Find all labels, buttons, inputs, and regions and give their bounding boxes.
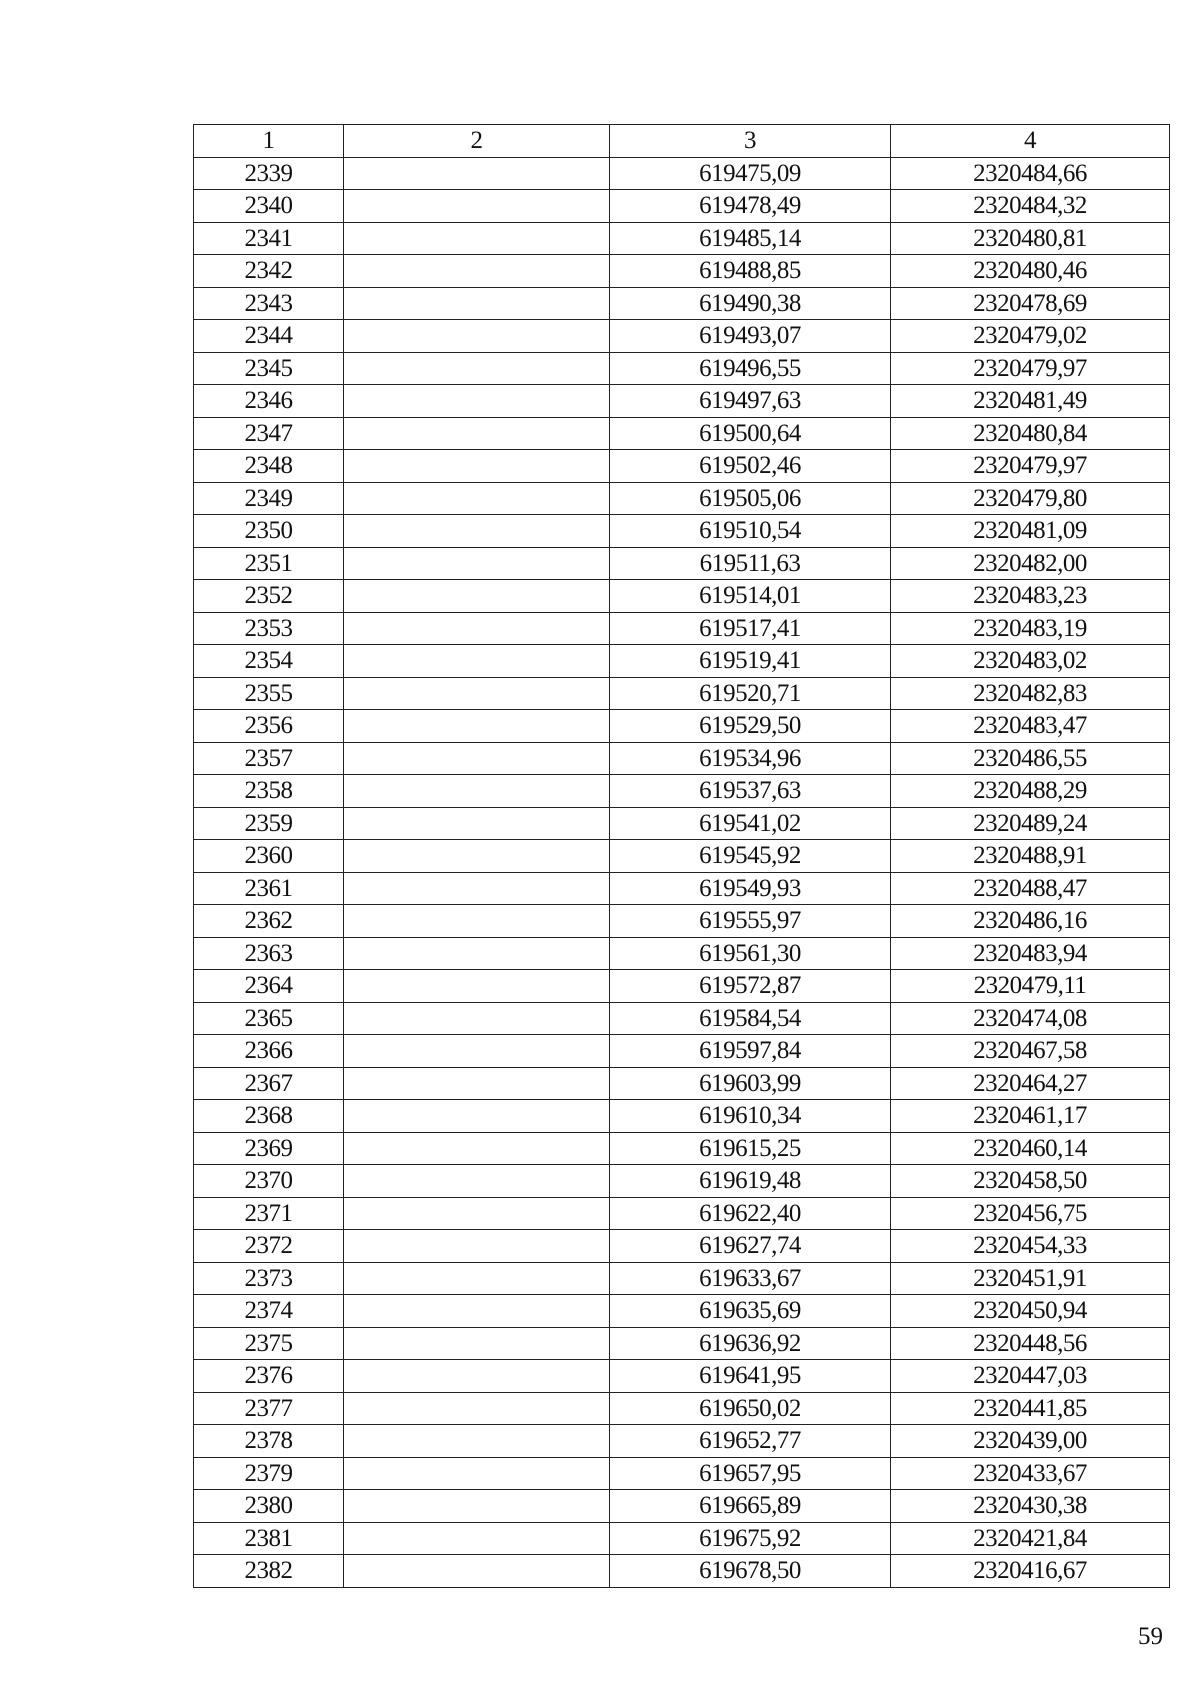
description-cell: [344, 157, 610, 190]
description-cell: [344, 1002, 610, 1035]
description-cell: [344, 937, 610, 970]
x-coordinate-cell: 619665,89: [610, 1490, 891, 1523]
description-cell: [344, 677, 610, 710]
table-row: [194, 515, 1170, 548]
point-number-cell: 2356: [194, 710, 344, 743]
x-coordinate-cell: 619603,99: [610, 1067, 891, 1100]
x-coordinate-cell: 619502,46: [610, 450, 891, 483]
description-cell: [344, 352, 610, 385]
table-row: [194, 255, 1170, 288]
point-number-cell: 2350: [194, 515, 344, 548]
y-coordinate-cell: 2320489,24: [891, 807, 1170, 840]
x-coordinate-cell: 619657,95: [610, 1457, 891, 1490]
x-coordinate-cell: 619485,14: [610, 222, 891, 255]
header-col-4: 4: [891, 125, 1170, 158]
description-cell: [344, 1425, 610, 1458]
y-coordinate-cell: 2320441,85: [891, 1392, 1170, 1425]
table-row: [194, 612, 1170, 645]
description-cell: [344, 482, 610, 515]
description-cell: [344, 807, 610, 840]
point-number-cell: 2357: [194, 742, 344, 775]
y-coordinate-cell: 2320421,84: [891, 1522, 1170, 1555]
y-coordinate-cell: 2320481,49: [891, 385, 1170, 418]
point-number-cell: 2363: [194, 937, 344, 970]
point-number-cell: 2348: [194, 450, 344, 483]
y-coordinate-cell: 2320480,84: [891, 417, 1170, 450]
y-coordinate-cell: 2320439,00: [891, 1425, 1170, 1458]
point-number-cell: 2355: [194, 677, 344, 710]
table-row: [194, 840, 1170, 873]
table-row: [194, 872, 1170, 905]
x-coordinate-cell: 619478,49: [610, 190, 891, 223]
description-cell: [344, 320, 610, 353]
description-cell: [344, 1295, 610, 1328]
y-coordinate-cell: 2320484,66: [891, 157, 1170, 190]
x-coordinate-cell: 619633,67: [610, 1262, 891, 1295]
y-coordinate-cell: 2320480,81: [891, 222, 1170, 255]
description-cell: [344, 515, 610, 548]
table-row: [194, 287, 1170, 320]
table-row: [194, 937, 1170, 970]
x-coordinate-cell: 619534,96: [610, 742, 891, 775]
description-cell: [344, 1165, 610, 1198]
table-row: [194, 352, 1170, 385]
y-coordinate-cell: 2320483,02: [891, 645, 1170, 678]
table-row: [194, 905, 1170, 938]
x-coordinate-cell: 619475,09: [610, 157, 891, 190]
point-number-cell: 2352: [194, 580, 344, 613]
x-coordinate-cell: 619497,63: [610, 385, 891, 418]
table-row: [194, 1035, 1170, 1068]
point-number-cell: 2341: [194, 222, 344, 255]
y-coordinate-cell: 2320483,19: [891, 612, 1170, 645]
x-coordinate-cell: 619627,74: [610, 1230, 891, 1263]
table-row: [194, 1230, 1170, 1263]
y-coordinate-cell: 2320480,46: [891, 255, 1170, 288]
header-col-2: 2: [344, 125, 610, 158]
description-cell: [344, 417, 610, 450]
point-number-cell: 2374: [194, 1295, 344, 1328]
y-coordinate-cell: 2320430,38: [891, 1490, 1170, 1523]
table-row: [194, 222, 1170, 255]
table-row: [194, 1295, 1170, 1328]
description-cell: [344, 1100, 610, 1133]
y-coordinate-cell: 2320454,33: [891, 1230, 1170, 1263]
table-row: [194, 320, 1170, 353]
description-cell: [344, 775, 610, 808]
y-coordinate-cell: 2320458,50: [891, 1165, 1170, 1198]
description-cell: [344, 547, 610, 580]
table-row: [194, 385, 1170, 418]
point-number-cell: 2377: [194, 1392, 344, 1425]
point-number-cell: 2354: [194, 645, 344, 678]
y-coordinate-cell: 2320483,94: [891, 937, 1170, 970]
point-number-cell: 2380: [194, 1490, 344, 1523]
description-cell: [344, 450, 610, 483]
description-cell: [344, 742, 610, 775]
point-number-cell: 2371: [194, 1197, 344, 1230]
x-coordinate-cell: 619641,95: [610, 1360, 891, 1393]
description-cell: [344, 190, 610, 223]
x-coordinate-cell: 619622,40: [610, 1197, 891, 1230]
y-coordinate-cell: 2320456,75: [891, 1197, 1170, 1230]
point-number-cell: 2343: [194, 287, 344, 320]
description-cell: [344, 1555, 610, 1588]
x-coordinate-cell: 619517,41: [610, 612, 891, 645]
point-number-cell: 2368: [194, 1100, 344, 1133]
table-row: [194, 1100, 1170, 1133]
table-row: [194, 1522, 1170, 1555]
y-coordinate-cell: 2320479,11: [891, 970, 1170, 1003]
x-coordinate-cell: 619529,50: [610, 710, 891, 743]
y-coordinate-cell: 2320450,94: [891, 1295, 1170, 1328]
x-coordinate-cell: 619520,71: [610, 677, 891, 710]
x-coordinate-cell: 619652,77: [610, 1425, 891, 1458]
point-number-cell: 2358: [194, 775, 344, 808]
table-body: [194, 157, 1170, 1587]
description-cell: [344, 287, 610, 320]
description-cell: [344, 970, 610, 1003]
y-coordinate-cell: 2320486,16: [891, 905, 1170, 938]
point-number-cell: 2378: [194, 1425, 344, 1458]
x-coordinate-cell: 619505,06: [610, 482, 891, 515]
x-coordinate-cell: 619619,48: [610, 1165, 891, 1198]
description-cell: [344, 1132, 610, 1165]
point-number-cell: 2372: [194, 1230, 344, 1263]
point-number-cell: 2360: [194, 840, 344, 873]
table-row: [194, 677, 1170, 710]
description-cell: [344, 1035, 610, 1068]
header-col-3: 3: [610, 125, 891, 158]
table-row: [194, 1457, 1170, 1490]
point-number-cell: 2349: [194, 482, 344, 515]
point-number-cell: 2365: [194, 1002, 344, 1035]
x-coordinate-cell: 619610,34: [610, 1100, 891, 1133]
y-coordinate-cell: 2320451,91: [891, 1262, 1170, 1295]
y-coordinate-cell: 2320488,47: [891, 872, 1170, 905]
y-coordinate-cell: 2320483,47: [891, 710, 1170, 743]
y-coordinate-cell: 2320474,08: [891, 1002, 1170, 1035]
y-coordinate-cell: 2320416,67: [891, 1555, 1170, 1588]
x-coordinate-cell: 619541,02: [610, 807, 891, 840]
table-row: [194, 710, 1170, 743]
table-row: [194, 157, 1170, 190]
x-coordinate-cell: 619500,64: [610, 417, 891, 450]
x-coordinate-cell: 619650,02: [610, 1392, 891, 1425]
description-cell: [344, 1067, 610, 1100]
table-row: [194, 547, 1170, 580]
description-cell: [344, 710, 610, 743]
description-cell: [344, 1197, 610, 1230]
x-coordinate-cell: 619519,41: [610, 645, 891, 678]
description-cell: [344, 1522, 610, 1555]
y-coordinate-cell: 2320479,97: [891, 450, 1170, 483]
table-row: [194, 1067, 1170, 1100]
point-number-cell: 2353: [194, 612, 344, 645]
y-coordinate-cell: 2320479,80: [891, 482, 1170, 515]
description-cell: [344, 1457, 610, 1490]
x-coordinate-cell: 619636,92: [610, 1327, 891, 1360]
table-row: [194, 1132, 1170, 1165]
x-coordinate-cell: 619511,63: [610, 547, 891, 580]
y-coordinate-cell: 2320479,02: [891, 320, 1170, 353]
y-coordinate-cell: 2320486,55: [891, 742, 1170, 775]
table-row: [194, 190, 1170, 223]
x-coordinate-cell: 619549,93: [610, 872, 891, 905]
point-number-cell: 2342: [194, 255, 344, 288]
description-cell: [344, 385, 610, 418]
table-row: [194, 970, 1170, 1003]
description-cell: [344, 1392, 610, 1425]
table-row: [194, 807, 1170, 840]
page-number: 59: [1138, 1623, 1163, 1650]
x-coordinate-cell: 619555,97: [610, 905, 891, 938]
table-row: [194, 1197, 1170, 1230]
x-coordinate-cell: 619488,85: [610, 255, 891, 288]
table-row: [194, 775, 1170, 808]
x-coordinate-cell: 619597,84: [610, 1035, 891, 1068]
point-number-cell: 2367: [194, 1067, 344, 1100]
x-coordinate-cell: 619493,07: [610, 320, 891, 353]
point-number-cell: 2370: [194, 1165, 344, 1198]
y-coordinate-cell: 2320447,03: [891, 1360, 1170, 1393]
description-cell: [344, 1360, 610, 1393]
point-number-cell: 2375: [194, 1327, 344, 1360]
description-cell: [344, 580, 610, 613]
y-coordinate-cell: 2320482,00: [891, 547, 1170, 580]
table-row: [194, 580, 1170, 613]
table-row: [194, 1262, 1170, 1295]
y-coordinate-cell: 2320483,23: [891, 580, 1170, 613]
table-row: [194, 645, 1170, 678]
x-coordinate-cell: 619510,54: [610, 515, 891, 548]
point-number-cell: 2347: [194, 417, 344, 450]
point-number-cell: 2379: [194, 1457, 344, 1490]
point-number-cell: 2376: [194, 1360, 344, 1393]
point-number-cell: 2381: [194, 1522, 344, 1555]
table-row: [194, 1165, 1170, 1198]
y-coordinate-cell: 2320484,32: [891, 190, 1170, 223]
x-coordinate-cell: 619635,69: [610, 1295, 891, 1328]
table-row: [194, 450, 1170, 483]
point-number-cell: 2382: [194, 1555, 344, 1588]
description-cell: [344, 1327, 610, 1360]
y-coordinate-cell: 2320464,27: [891, 1067, 1170, 1100]
y-coordinate-cell: 2320461,17: [891, 1100, 1170, 1133]
table-row: [194, 1392, 1170, 1425]
point-number-cell: 2346: [194, 385, 344, 418]
y-coordinate-cell: 2320488,91: [891, 840, 1170, 873]
point-number-cell: 2345: [194, 352, 344, 385]
description-cell: [344, 840, 610, 873]
y-coordinate-cell: 2320460,14: [891, 1132, 1170, 1165]
y-coordinate-cell: 2320448,56: [891, 1327, 1170, 1360]
y-coordinate-cell: 2320478,69: [891, 287, 1170, 320]
description-cell: [344, 872, 610, 905]
description-cell: [344, 1230, 610, 1263]
table-row: [194, 1490, 1170, 1523]
table-row: [194, 1327, 1170, 1360]
point-number-cell: 2361: [194, 872, 344, 905]
x-coordinate-cell: 619490,38: [610, 287, 891, 320]
table-row: [194, 1555, 1170, 1588]
table-row: [194, 482, 1170, 515]
x-coordinate-cell: 619572,87: [610, 970, 891, 1003]
point-number-cell: 2373: [194, 1262, 344, 1295]
header-col-1: 1: [194, 125, 344, 158]
coordinates-table: [193, 124, 1170, 1588]
table-row: [194, 417, 1170, 450]
y-coordinate-cell: 2320433,67: [891, 1457, 1170, 1490]
point-number-cell: 2344: [194, 320, 344, 353]
x-coordinate-cell: 619615,25: [610, 1132, 891, 1165]
y-coordinate-cell: 2320467,58: [891, 1035, 1170, 1068]
y-coordinate-cell: 2320481,09: [891, 515, 1170, 548]
point-number-cell: 2366: [194, 1035, 344, 1068]
table-row: [194, 1425, 1170, 1458]
point-number-cell: 2362: [194, 905, 344, 938]
description-cell: [344, 1490, 610, 1523]
description-cell: [344, 645, 610, 678]
description-cell: [344, 222, 610, 255]
x-coordinate-cell: 619514,01: [610, 580, 891, 613]
y-coordinate-cell: 2320479,97: [891, 352, 1170, 385]
description-cell: [344, 1262, 610, 1295]
description-cell: [344, 905, 610, 938]
point-number-cell: 2359: [194, 807, 344, 840]
description-cell: [344, 255, 610, 288]
x-coordinate-cell: 619678,50: [610, 1555, 891, 1588]
x-coordinate-cell: 619584,54: [610, 1002, 891, 1035]
point-number-cell: 2369: [194, 1132, 344, 1165]
table-header-row: [194, 125, 1170, 158]
point-number-cell: 2364: [194, 970, 344, 1003]
y-coordinate-cell: 2320482,83: [891, 677, 1170, 710]
x-coordinate-cell: 619545,92: [610, 840, 891, 873]
point-number-cell: 2351: [194, 547, 344, 580]
table-row: [194, 1360, 1170, 1393]
description-cell: [344, 612, 610, 645]
point-number-cell: 2339: [194, 157, 344, 190]
x-coordinate-cell: 619537,63: [610, 775, 891, 808]
x-coordinate-cell: 619496,55: [610, 352, 891, 385]
y-coordinate-cell: 2320488,29: [891, 775, 1170, 808]
table-row: [194, 1002, 1170, 1035]
table-row: [194, 742, 1170, 775]
x-coordinate-cell: 619561,30: [610, 937, 891, 970]
point-number-cell: 2340: [194, 190, 344, 223]
x-coordinate-cell: 619675,92: [610, 1522, 891, 1555]
